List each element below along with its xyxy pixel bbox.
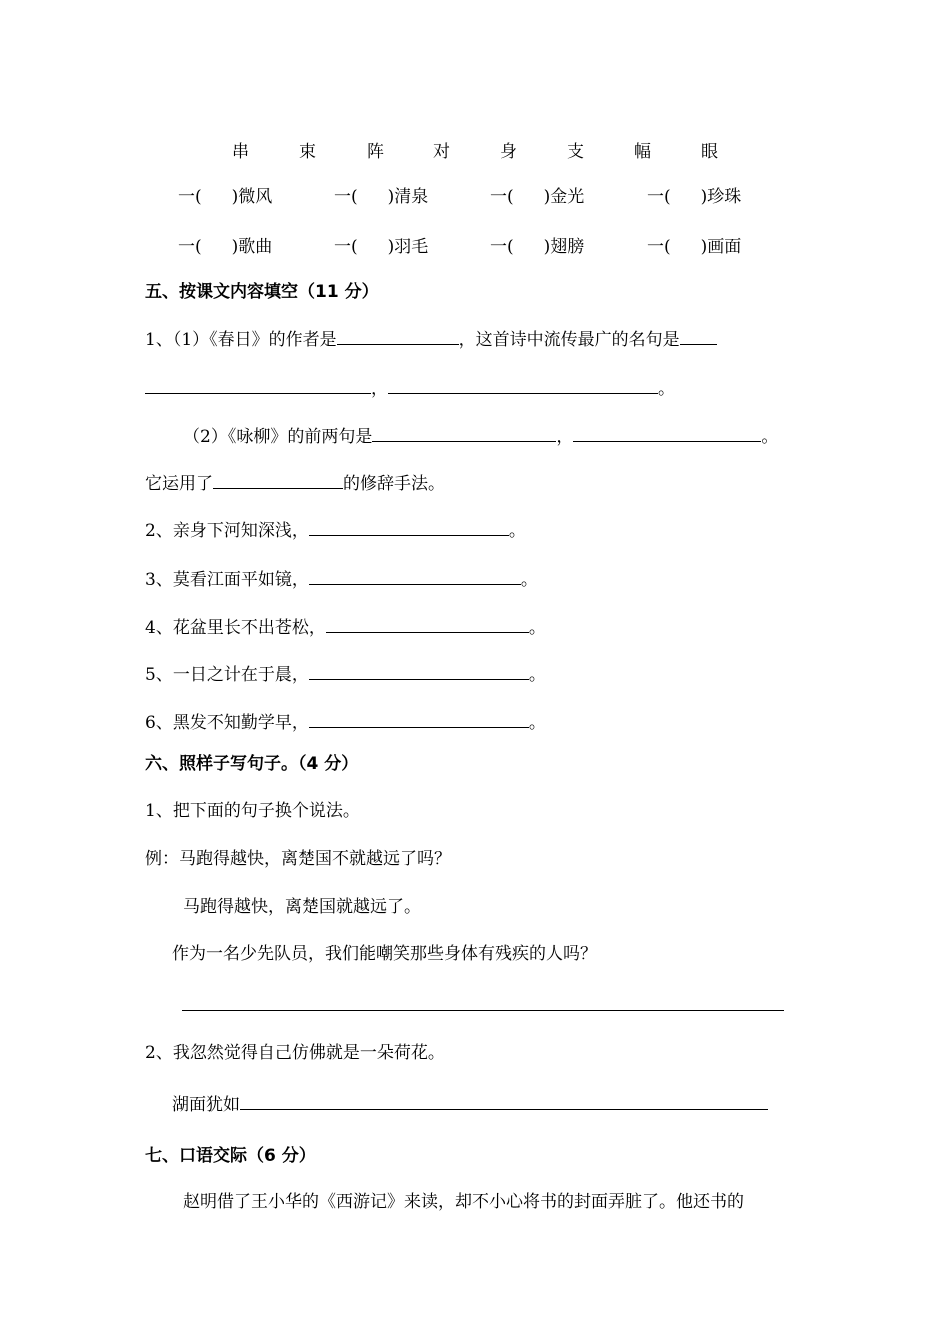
- measure-item: 一( )珍珠: [647, 187, 742, 207]
- section-title: 五、按课文内容填空（11 分）: [145, 282, 379, 302]
- answer-line[interactable]: [182, 1010, 784, 1011]
- answer-blank[interactable]: [372, 424, 556, 442]
- question-1-part2: （2）《咏柳》的前两句是 ， 。: [183, 424, 778, 448]
- word-bank-item: 阵: [367, 142, 384, 162]
- question-text: 1、把下面的句子换个说法。: [145, 801, 360, 821]
- question-1-part3: 它运用了 的修辞手法。: [145, 471, 445, 495]
- answer-blank[interactable]: [309, 662, 529, 680]
- word-bank-item: 眼: [701, 142, 718, 162]
- question-1-line: 1、（1）《春日》的作者是 ，这首诗中流传最广的名句是: [145, 327, 717, 351]
- answer-blank[interactable]: [309, 518, 509, 536]
- paragraph-text: 赵明借了王小华的《西游记》来读，却不小心将书的封面弄脏了。他还书的: [183, 1192, 744, 1212]
- question-1-answer-line: ， 。: [145, 376, 675, 400]
- word-bank-item: 对: [433, 142, 450, 162]
- question-2: 2、亲身下河知深浅， 。: [145, 518, 526, 542]
- answer-blank[interactable]: [213, 471, 343, 489]
- answer-blank[interactable]: [573, 424, 761, 442]
- answer-blank[interactable]: [309, 710, 529, 728]
- question-6: 6、黑发不知勤学早， 。: [145, 710, 546, 734]
- answer-blank[interactable]: [388, 376, 658, 394]
- word-bank-item: 幅: [634, 142, 651, 162]
- section-title: 七、口语交际（6 分）: [145, 1146, 316, 1166]
- answer-blank[interactable]: [326, 615, 529, 633]
- question-prompt: 作为一名少先队员，我们能嘲笑那些身体有残疾的人吗？: [172, 944, 597, 964]
- measure-item: 一( )清泉: [334, 187, 429, 207]
- measure-item: 一( )羽毛: [334, 237, 429, 257]
- answer-blank[interactable]: [240, 1092, 768, 1110]
- measure-item: 一( )画面: [647, 237, 742, 257]
- answer-blank[interactable]: [309, 567, 521, 585]
- answer-blank[interactable]: [337, 327, 459, 345]
- word-bank-item: 支: [567, 142, 584, 162]
- measure-item: 一( )翅膀: [490, 237, 585, 257]
- answer-blank[interactable]: [680, 327, 717, 345]
- question-text: 2、我忽然觉得自己仿佛就是一朵荷花。: [145, 1043, 445, 1063]
- example-text: 例：马跑得越快，离楚国不就越远了吗？: [145, 849, 451, 869]
- word-bank-item: 串: [232, 142, 249, 162]
- question-5: 5、一日之计在于晨， 。: [145, 662, 546, 686]
- measure-item: 一( )微风: [178, 187, 273, 207]
- question-prompt: 湖面犹如: [172, 1092, 768, 1116]
- answer-blank[interactable]: [145, 376, 371, 394]
- question-3: 3、莫看江面平如镜， 。: [145, 567, 538, 591]
- section-title: 六、照样子写句子。（4 分）: [145, 754, 359, 774]
- question-4: 4、花盆里长不出苍松， 。: [145, 615, 546, 639]
- measure-item: 一( )金光: [490, 187, 585, 207]
- measure-item: 一( )歌曲: [178, 237, 273, 257]
- word-bank-item: 身: [500, 142, 517, 162]
- example-answer: 马跑得越快，离楚国就越远了。: [183, 897, 421, 917]
- word-bank-item: 束: [299, 142, 316, 162]
